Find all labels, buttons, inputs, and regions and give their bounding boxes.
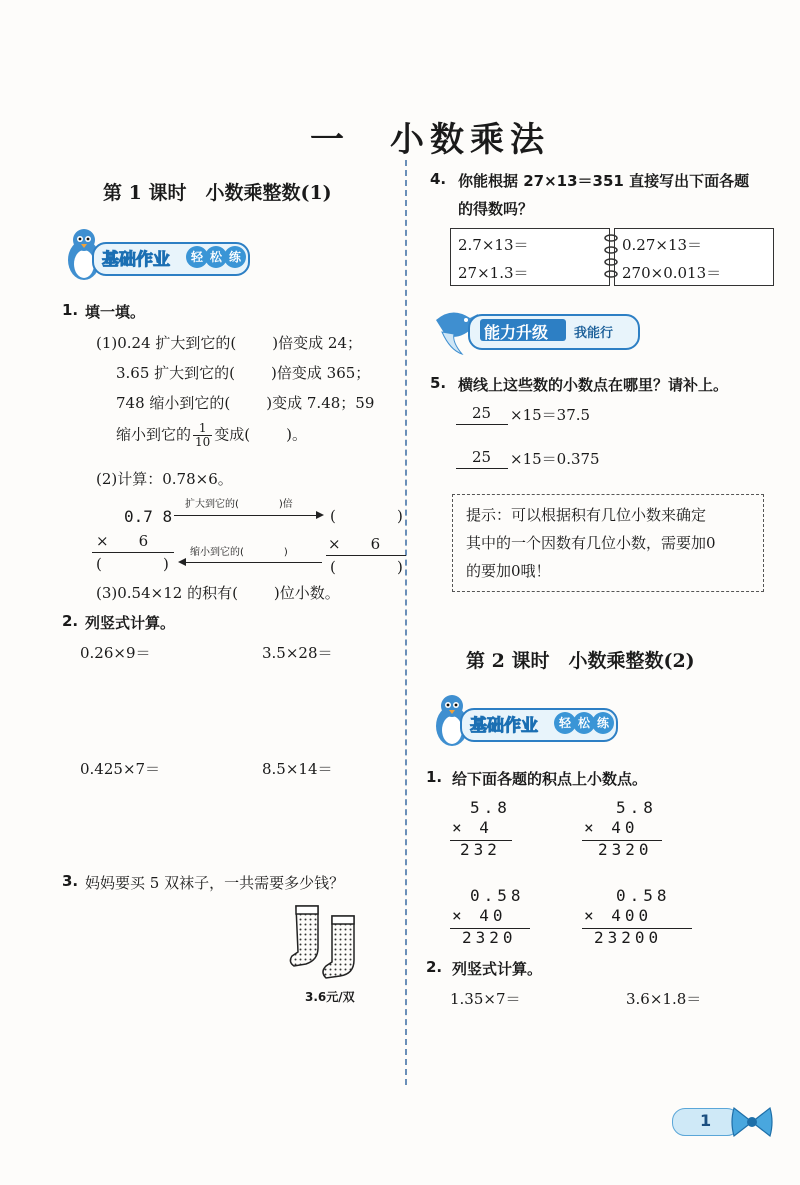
- q1-part1-line4: 缩小到它的 $\frac{1}{10}$ 变成( )。: [116, 421, 308, 449]
- hint-line: 其中的一个因数有几位小数，需要加0: [466, 534, 716, 552]
- p2-right-close2: ): [397, 558, 403, 576]
- q5-text: 横线上这些数的小数点在哪里？请补上。: [458, 376, 729, 394]
- q3-number: 3.: [62, 872, 79, 890]
- q5-row1-num: 25: [472, 404, 492, 422]
- q3-text: 妈妈要买 5 双袜子，一共需要多少钱？: [85, 874, 345, 892]
- hint-line: 的要加0哦！: [466, 562, 551, 580]
- p2-left-close: ): [163, 555, 169, 573]
- q5-row2-rest: ×15＝0.375: [510, 450, 600, 468]
- p2-left-times: × 6: [96, 532, 149, 550]
- q5-row2-num: 25: [472, 448, 492, 466]
- bow-icon: [730, 1102, 774, 1142]
- p2-right-times: × 6: [328, 535, 381, 553]
- q4-item: 27×1.3＝: [458, 264, 529, 282]
- q1-part2-title: (2)计算：0.78×6。: [96, 470, 233, 488]
- basic-homework-badge: [62, 226, 252, 282]
- badge2-sub-text: 我能行: [574, 326, 614, 341]
- basic-homework-badge-2: [430, 692, 620, 748]
- q2-item: 8.5×14＝: [262, 760, 333, 778]
- ring-binder-icon: [603, 228, 619, 284]
- r-q2-item: 1.35×7＝: [450, 990, 521, 1008]
- q2-title: 列竖式计算。: [85, 614, 176, 632]
- socks-icon: [288, 902, 370, 982]
- arrow-bottom-label: 缩小到它的( ): [190, 547, 288, 558]
- badge-char: 松: [573, 712, 595, 734]
- r-q2-item: 3.6×1.8＝: [626, 990, 702, 1008]
- badge-char: 练: [224, 246, 246, 268]
- q4-text-line1: 你能根据 27×13＝351 直接写出下面各题: [458, 172, 750, 190]
- column-divider: [405, 160, 407, 1085]
- badge2-main-text: 能力升级: [484, 323, 549, 342]
- badge-char: 练: [592, 712, 614, 734]
- r-q1-number: 1.: [426, 768, 443, 786]
- q1-part1-line2: 3.65 扩大到它的( )倍变成 365；: [116, 364, 371, 382]
- hint-line: 提示：可以根据积有几位小数来确定: [466, 506, 707, 524]
- q2-item: 0.425×7＝: [80, 760, 161, 778]
- page-number: 1: [700, 1111, 712, 1130]
- q2-item: 0.26×9＝: [80, 644, 151, 662]
- q1-part3: (3)0.54×12 的积有( )位小数。: [96, 584, 340, 602]
- arrow-top-label: 扩大到它的( )倍: [185, 499, 293, 510]
- badge-char: 轻: [186, 246, 208, 268]
- p2-right-open: (: [330, 507, 336, 525]
- lesson-2-title: 第 2 课时 小数乘整数(2): [466, 650, 695, 672]
- q2-number: 2.: [62, 612, 79, 630]
- sock-price: 3.6元/双: [305, 990, 355, 1004]
- p2-left-number: 0.7 8: [124, 507, 173, 526]
- q4-item: 270×0.013＝: [622, 264, 722, 282]
- lesson-1-title: 第 1 课时 小数乘整数(1): [103, 182, 332, 204]
- q5-number: 5.: [430, 374, 447, 392]
- r-q2-title: 列竖式计算。: [452, 960, 543, 978]
- q2-item: 3.5×28＝: [262, 644, 333, 662]
- fraction-one-tenth: $\frac{1}{10}$: [195, 421, 211, 449]
- p2-right-close: ): [397, 507, 403, 525]
- badge-char: 松: [205, 246, 227, 268]
- q1-part1-line3: 748 缩小到它的( )变成 7.48；59: [116, 394, 375, 412]
- p2-right-open2: (: [330, 558, 336, 576]
- chapter-title: 一 小数乘法: [310, 120, 550, 160]
- r-q2-number: 2.: [426, 958, 443, 976]
- r-q1-title: 给下面各题的积点上小数点。: [452, 770, 648, 788]
- arrow-right: [174, 515, 322, 516]
- badge-char: 轻: [554, 712, 576, 734]
- q5-row1-rest: ×15＝37.5: [510, 406, 591, 424]
- q4-text-line2: 的得数吗？: [458, 200, 534, 218]
- q1-title: 填一填。: [85, 303, 146, 321]
- q4-item: 0.27×13＝: [622, 236, 703, 254]
- q4-item: 2.7×13＝: [458, 236, 529, 254]
- q4-number: 4.: [430, 170, 447, 188]
- badge-main-text: 基础作业: [470, 716, 538, 736]
- p2-left-open: (: [96, 555, 102, 573]
- badge-main-text: 基础作业: [102, 250, 170, 270]
- q1-number: 1.: [62, 301, 79, 319]
- q1-part1-line1: (1)0.24 扩大到它的( )倍变成 24；: [96, 334, 362, 352]
- arrow-left: [180, 562, 322, 563]
- ability-upgrade-badge: [432, 306, 642, 358]
